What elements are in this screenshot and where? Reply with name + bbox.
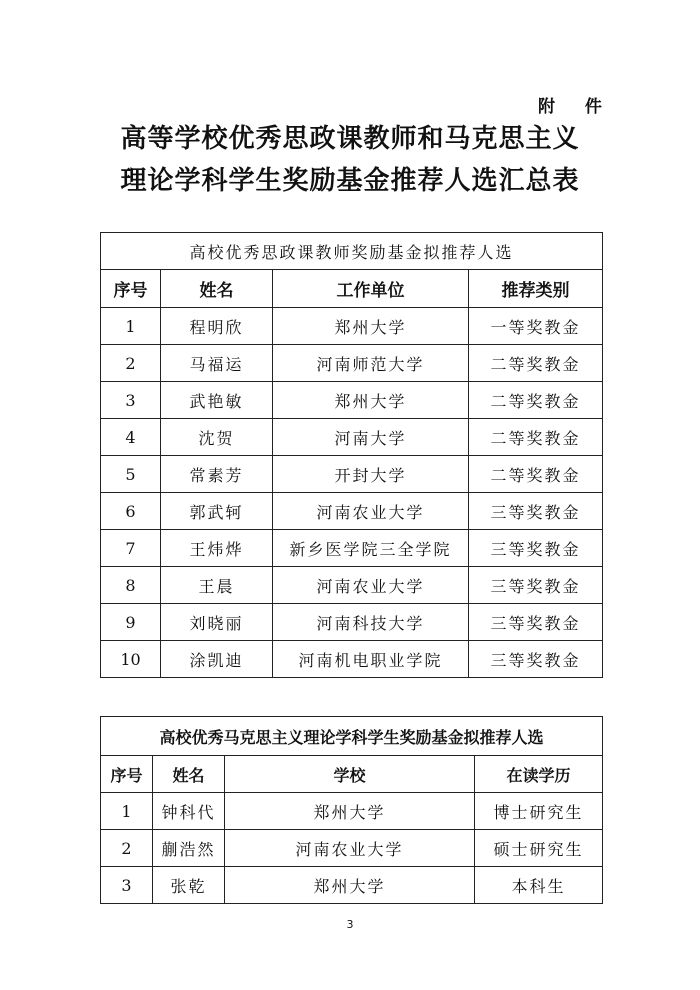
row-category: 二等奖教金 bbox=[469, 382, 603, 419]
table-row bbox=[101, 530, 603, 567]
row-work-unit: 河南农业大学 bbox=[273, 493, 469, 530]
row-name: 沈贺 bbox=[161, 419, 273, 456]
table-row bbox=[101, 456, 603, 493]
row-name: 涂凯迪 bbox=[161, 641, 273, 678]
row-education: 博士研究生 bbox=[475, 793, 603, 830]
row-work-unit: 郑州大学 bbox=[273, 308, 469, 345]
row-index: 5 bbox=[101, 456, 161, 493]
table-row bbox=[101, 830, 603, 867]
row-category: 三等奖教金 bbox=[469, 530, 603, 567]
row-education: 硕士研究生 bbox=[475, 830, 603, 867]
table-row bbox=[101, 793, 603, 830]
row-index: 3 bbox=[101, 867, 153, 904]
table-row bbox=[101, 567, 603, 604]
row-category: 三等奖教金 bbox=[469, 641, 603, 678]
row-education: 本科生 bbox=[475, 867, 603, 904]
teacher-nominee-table bbox=[100, 232, 603, 678]
row-index: 1 bbox=[101, 308, 161, 345]
column-header-name: 姓名 bbox=[161, 270, 273, 308]
teacher-table-header bbox=[101, 270, 603, 308]
row-work-unit: 河南农业大学 bbox=[273, 567, 469, 604]
row-category: 三等奖教金 bbox=[469, 604, 603, 641]
row-index: 9 bbox=[101, 604, 161, 641]
row-work-unit: 郑州大学 bbox=[273, 382, 469, 419]
row-school: 河南农业大学 bbox=[225, 830, 475, 867]
column-header-index: 序号 bbox=[101, 756, 153, 793]
row-category: 二等奖教金 bbox=[469, 456, 603, 493]
document-title-line-2: 理论学科学生奖励基金推荐人选汇总表 bbox=[120, 166, 580, 196]
table-row bbox=[101, 493, 603, 530]
row-index: 10 bbox=[101, 641, 161, 678]
row-name: 郭武轲 bbox=[161, 493, 273, 530]
row-category: 二等奖教金 bbox=[469, 419, 603, 456]
page-number: 3 bbox=[346, 918, 354, 931]
row-name: 张乾 bbox=[153, 867, 225, 904]
row-index: 8 bbox=[101, 567, 161, 604]
student-table-header bbox=[101, 756, 603, 793]
row-work-unit: 新乡医学院三全学院 bbox=[273, 530, 469, 567]
row-work-unit: 河南科技大学 bbox=[273, 604, 469, 641]
table-row bbox=[101, 345, 603, 382]
column-header-name: 姓名 bbox=[153, 756, 225, 793]
row-name: 常素芳 bbox=[161, 456, 273, 493]
column-header-work-unit: 工作单位 bbox=[273, 270, 469, 308]
column-header-index: 序号 bbox=[101, 270, 161, 308]
row-name: 武艳敏 bbox=[161, 382, 273, 419]
row-work-unit: 河南大学 bbox=[273, 419, 469, 456]
row-work-unit: 开封大学 bbox=[273, 456, 469, 493]
row-index: 2 bbox=[101, 345, 161, 382]
table-row bbox=[101, 308, 603, 345]
table-row bbox=[101, 604, 603, 641]
row-school: 郑州大学 bbox=[225, 793, 475, 830]
row-category: 二等奖教金 bbox=[469, 345, 603, 382]
row-index: 4 bbox=[101, 419, 161, 456]
row-name: 蒯浩然 bbox=[153, 830, 225, 867]
row-category: 三等奖教金 bbox=[469, 567, 603, 604]
column-header-education: 在读学历 bbox=[475, 756, 603, 793]
row-work-unit: 河南师范大学 bbox=[273, 345, 469, 382]
column-header-school: 学校 bbox=[225, 756, 475, 793]
row-name: 程明欣 bbox=[161, 308, 273, 345]
row-category: 三等奖教金 bbox=[469, 493, 603, 530]
attachment-label: 附 件 bbox=[538, 97, 614, 117]
row-name: 钟科代 bbox=[153, 793, 225, 830]
student-table-caption: 高校优秀马克思主义理论学科学生奖励基金拟推荐人选 bbox=[101, 717, 603, 756]
row-name: 王晨 bbox=[161, 567, 273, 604]
row-name: 刘晓丽 bbox=[161, 604, 273, 641]
teacher-table-caption: 高校优秀思政课教师奖励基金拟推荐人选 bbox=[101, 233, 603, 270]
row-index: 6 bbox=[101, 493, 161, 530]
row-work-unit: 河南机电职业学院 bbox=[273, 641, 469, 678]
row-index: 7 bbox=[101, 530, 161, 567]
row-name: 王炜烨 bbox=[161, 530, 273, 567]
row-name: 马福运 bbox=[161, 345, 273, 382]
table-row bbox=[101, 419, 603, 456]
row-index: 3 bbox=[101, 382, 161, 419]
student-nominee-table bbox=[100, 716, 603, 904]
row-category: 一等奖教金 bbox=[469, 308, 603, 345]
document-title-line-1: 高等学校优秀思政课教师和马克思主义 bbox=[120, 124, 580, 154]
table-row bbox=[101, 641, 603, 678]
table-row bbox=[101, 867, 603, 904]
row-index: 2 bbox=[101, 830, 153, 867]
column-header-category: 推荐类别 bbox=[469, 270, 603, 308]
row-school: 郑州大学 bbox=[225, 867, 475, 904]
table-row bbox=[101, 382, 603, 419]
row-index: 1 bbox=[101, 793, 153, 830]
